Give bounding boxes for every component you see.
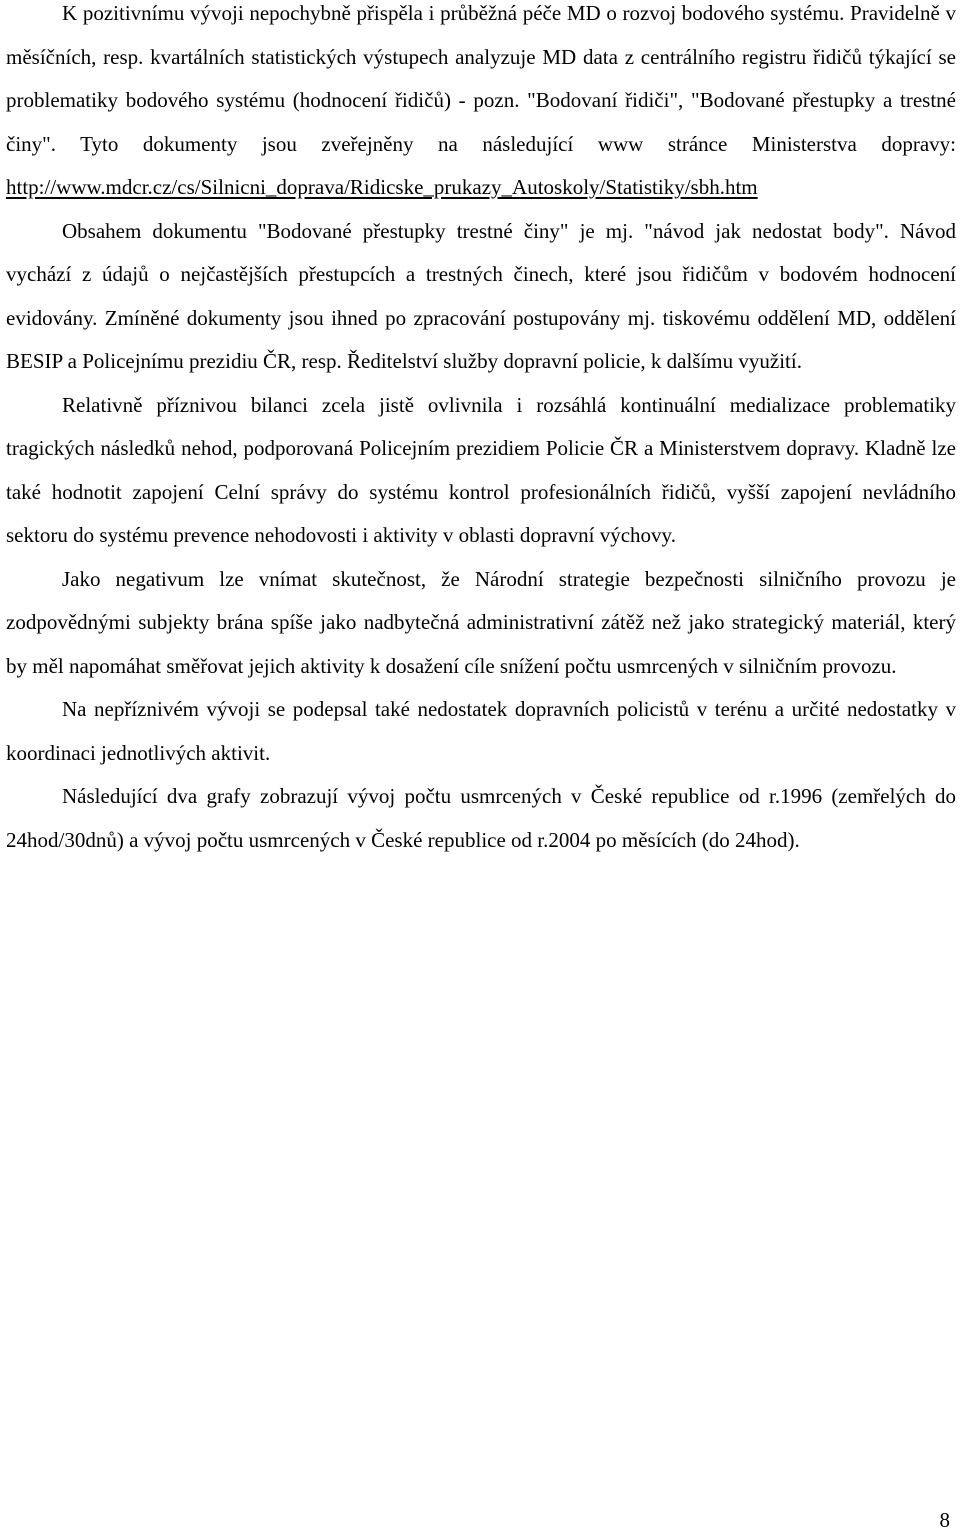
paragraph-navod: Obsahem dokumentu "Bodované přestupky trestné činy" je mj. "návod jak nedostat body". Návod vychází z údajů o nejčastějších přestupcích a trestných činech, které jsou řidičům v bodovém hodnocení evidovány. Zmíněné dokumenty jsou ihned po zpracování postupovány mj. tiskovému oddělení MD, oddělení BESIP a Policejnímu prezidiu ČR, resp. Ředitelství služby dopravní policie, k dalšímu využití. <box>6 218 956 373</box>
paragraph-nedostatek-policistu: Na nepříznivém vývoji se podepsal také nedostatek dopravních policistů v terénu a určité nedostatky v koordinaci jednotlivých aktivit. <box>6 697 956 765</box>
paragraph-negativum: Jako negativum lze vnímat skutečnost, že Národní strategie bezpečnosti silničního provozu je zodpovědnými subjekty brána spíše jako nadbytečná administrativní zátěž než jako strategický materiál, který by měl napomáhat směřovat jejich aktivity k dosažení cíle snížení počtu usmrcených v silničním provozu. <box>6 566 956 678</box>
ministry-statistics-url[interactable]: http://www.mdcr.cz/cs/Silnicni_doprava/Ridicske_prukazy_Autoskoly/Statistiky/sbh.htm <box>6 175 758 199</box>
page-number: 8 <box>939 1508 950 1532</box>
paragraph-bodovy-system-text: K pozitivnímu vývoji nepochybně přispěla i průběžná péče MD o rozvoj bodového systému. Pravidelně v měsíčních, resp. kvartálních statistických výstupech analyzuje MD data z centrálního registru řidičů týkající se problematiky bodového systému (hodnocení řidičů) - pozn. "Bodovaní řidiči", "Bodované přestupky a trestné činy". Tyto dokumenty jsou zveřejněny na následující www stránce Ministerstva dopravy: <box>6 1 956 156</box>
document-page <box>6 0 956 862</box>
paragraph-grafy-intro: Následující dva grafy zobrazují vývoj počtu usmrcených v České republice od r.1996 (zemřelých do 24hod/30dnů) a vývoj počtu usmrcených v České republice od r.2004 po měsících (do 24hod). <box>6 784 956 852</box>
paragraph-medializace: Relativně příznivou bilanci zcela jistě ovlivnila i rozsáhlá kontinuální medializace problematiky tragických následků nehod, podporovaná Policejním prezidiem Policie ČR a Ministerstvem dopravy. Kladně lze také hodnotit zapojení Celní správy do systému kontrol profesionálních řidičů, vyšší zapojení nevládního sektoru do systému prevence nehodovosti i aktivity v oblasti dopravní výchovy. <box>6 392 956 547</box>
paragraph-bodovy-system <box>6 0 956 210</box>
